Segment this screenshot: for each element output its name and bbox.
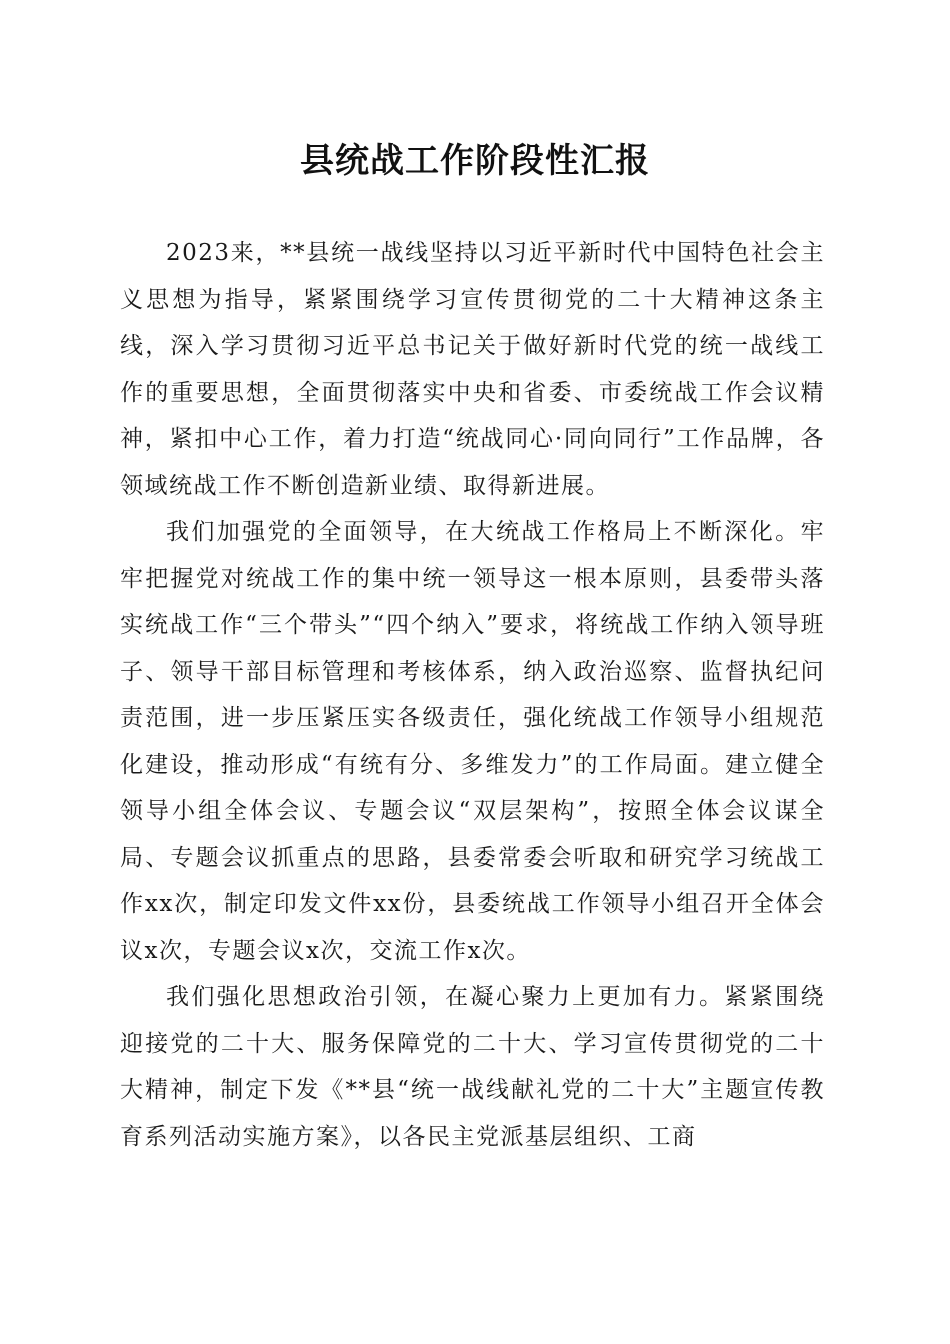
document-body (120, 230, 825, 1160)
paragraph-intro: 2023来，**县统一战线坚持以习近平新时代中国特色社会主义思想为指导，紧紧围绕学习宣传贯彻党的二十大精神这条主线，深入学习贯彻习近平总书记关于做好新时代党的统一战线工作的重要思想，全面贯彻落实中央和省委、市委统战工作会议精神，紧扣中心工作，着力打造“统战同心·同向同行”工作品牌，各领域统战工作不断创造新业绩、取得新进展。 (120, 240, 825, 499)
paragraph-ideology: 我们强化思想政治引领，在凝心聚力上更加有力。紧紧围绕迎接党的二十大、服务保障党的二十大、学习宣传贯彻党的二十大精神，制定下发《**县“统一战线献礼党的二十大”主题宣传教育系列活动实施方案》，以各民主党派基层组织、工商 (120, 984, 825, 1150)
paragraph-leadership: 我们加强党的全面领导，在大统战工作格局上不断深化。牢牢把握党对统战工作的集中统一领导这一根本原则，县委带头落实统战工作“三个带头”“四个纳入”要求，将统战工作纳入领导班子、领导干部目标管理和考核体系，纳入政治巡察、监督执纪问责范围，进一步压紧压实各级责任，强化统战工作领导小组规范化建设，推动形成“有统有分、多维发力”的工作局面。建立健全领导小组全体会议、专题会议“双层架构”，按照全体会议谋全局、专题会议抓重点的思路，县委常委会听取和研究学习统战工作xx次，制定印发文件xx份，县委统战工作领导小组召开全体会议x次，专题会议x次，交流工作x次。 (120, 519, 825, 964)
document-title: 县统战工作阶段性汇报 (300, 141, 650, 181)
